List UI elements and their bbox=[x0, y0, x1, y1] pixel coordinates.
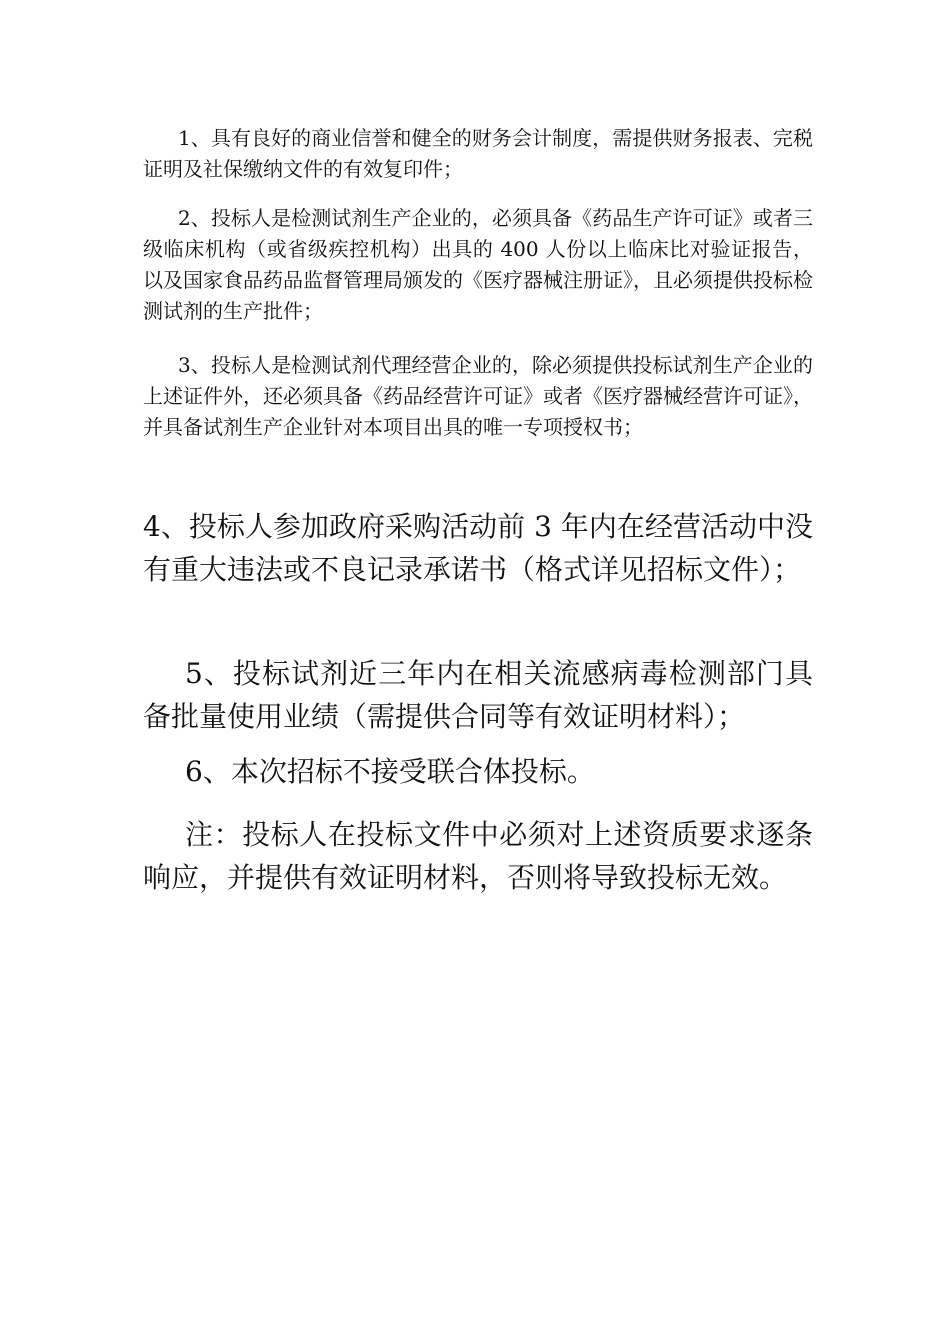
requirement-6-paragraph: 6、本次招标不接受联合体投标。 bbox=[185, 755, 595, 788]
requirement-5-paragraph: 5、投标试剂近三年内在相关流感病毒检测部门具备批量使用业绩（需提供合同等有效证明材料）； bbox=[143, 657, 813, 733]
requirement-2-paragraph: 2、投标人是检测试剂生产企业的，必须具备《药品生产许可证》或者三级临床机构（或省级疾控机构）出具的 400 人份以上临床比对验证报告，以及国家食品药品监督管理局颁发的《医疗器械注册证》，且必须提供投标检测试剂的生产批件； bbox=[143, 206, 813, 323]
requirement-1-paragraph: 1、具有良好的商业信誉和健全的财务会计制度，需提供财务报表、完税证明及社保缴纳文件的有效复印件； bbox=[143, 126, 813, 181]
note-paragraph: 注：投标人在投标文件中必须对上述资质要求逐条响应，并提供有效证明材料，否则将导致投标无效。 bbox=[143, 818, 813, 894]
requirement-3-paragraph: 3、投标人是检测试剂代理经营企业的，除必须提供投标试剂生产企业的上述证件外，还必须具备《药品经营许可证》或者《医疗器械经营许可证》，并具备试剂生产企业针对本项目出具的唯一专项授权书； bbox=[143, 353, 813, 439]
requirement-4-paragraph: 4、投标人参加政府采购活动前 3 年内在经营活动中没有重大违法或不良记录承诺书（格式详见招标文件）； bbox=[143, 510, 813, 586]
